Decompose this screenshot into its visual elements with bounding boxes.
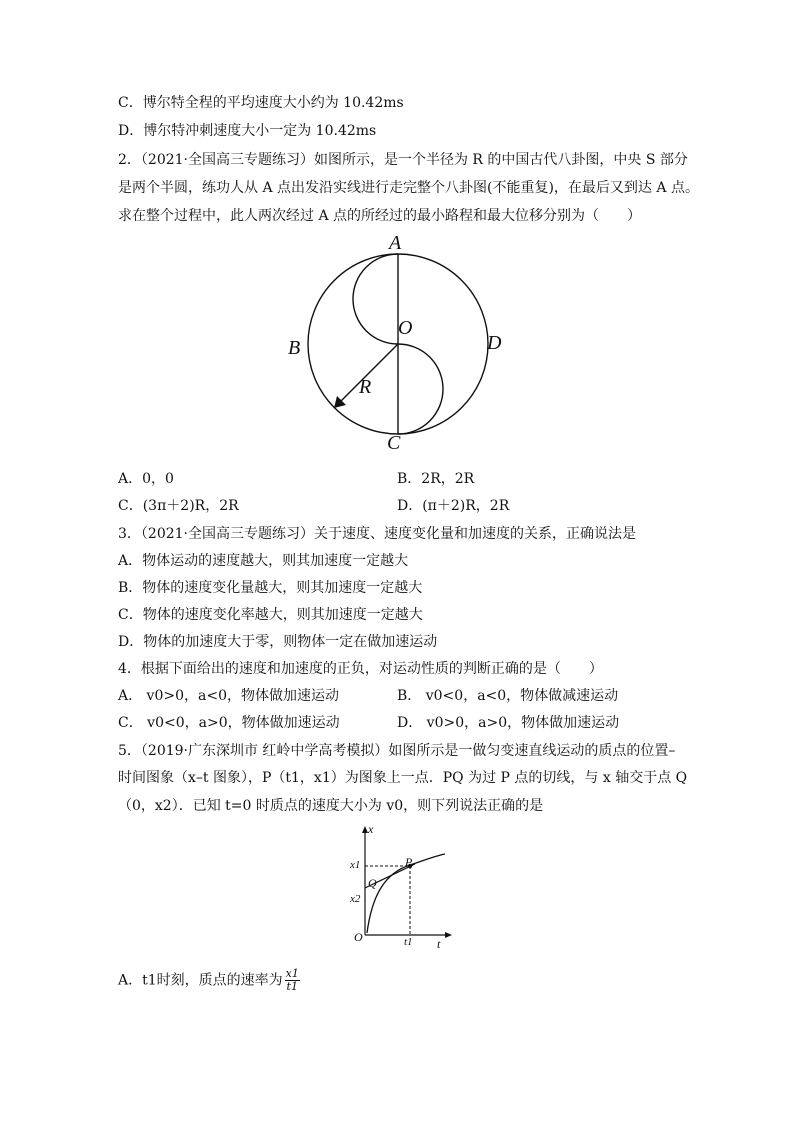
velocity-fraction <box>285 968 300 993</box>
t-axis-arrowhead <box>445 932 452 938</box>
q2-option-d: D．(π＋2)R，2R <box>397 498 510 514</box>
q5-stem-line1: 5．（2019·广东深圳市 红岭中学高考模拟）如图所示是一做匀变速直线运动的质点的位置– <box>118 743 676 759</box>
label-t1: t1 <box>404 936 413 948</box>
q5-option-a <box>118 968 300 993</box>
label-b: B <box>288 337 301 359</box>
q1-option-c: C．博尔特全程的平均速度大小约为 10.42ms <box>118 95 404 111</box>
label-a: A <box>389 232 402 254</box>
label-d: D <box>487 332 502 354</box>
label-q: Q <box>368 876 377 890</box>
q4-stem: 4．根据下面给出的速度和加速度的正负，对运动性质的判断正确的是（ ） <box>118 661 603 677</box>
q5-option-a-text: A．t1时刻，质点的速率为 <box>118 972 283 989</box>
fraction-denominator: t1 <box>286 980 298 993</box>
q2-option-b: B．2R，2R <box>397 471 475 487</box>
q2-option-c: C．(3π＋2)R，2R <box>118 498 239 514</box>
q3-stem: 3．（2021·全国高三专题练习）关于速度、速度变化量和加速度的关系，正确说法是 <box>118 526 636 542</box>
q2-stem-line1: 2．（2021·全国高三专题练习）如图所示，是一个半径为 R 的中国古代八卦图，中央 S 部分 <box>118 152 688 168</box>
label-origin: O <box>354 930 363 944</box>
q3-option-d: D．物体的加速度大于零，则物体一定在做加速运动 <box>118 634 438 650</box>
label-o: O <box>398 317 413 339</box>
q5-stem-line3: （0，x2）．已知 t=0 时质点的速度大小为 v0，则下列说法正确的是 <box>118 798 544 814</box>
label-r: R <box>359 376 372 398</box>
q4-option-b: B． v0<0，a<0，物体做减速运动 <box>397 688 619 704</box>
q4-option-d: D． v0>0，a>0，物体做加速运动 <box>397 715 620 731</box>
q3-option-a: A．物体运动的速度越大，则其加速度一定越大 <box>118 553 409 569</box>
fraction-numerator: x1 <box>285 967 299 980</box>
q4-option-c: C． v0<0，a>0，物体做加速运动 <box>118 715 340 731</box>
q5-stem-line2: 时间图象（x–t 图象），P（t1，x1）为图象上一点．PQ 为过 P 点的切线，与 x 轴交于点 Q <box>118 770 688 786</box>
q1-option-d: D．博尔特冲刺速度大小一定为 10.42ms <box>118 123 377 139</box>
q3-option-c: C．物体的速度变化率越大，则其加速度一定越大 <box>118 607 423 623</box>
label-x1: x1 <box>350 859 361 871</box>
bagua-figure <box>280 232 520 462</box>
q4-option-a: A． v0>0，a<0，物体做加速运动 <box>118 688 339 704</box>
q2-stem-line3: 求在整个过程中，此人两次经过 A 点的所经过的最小路程和最大位移分别为（ ） <box>118 208 642 224</box>
axis-label-t: t <box>437 937 441 951</box>
q2-option-a: A．0，0 <box>118 471 174 487</box>
q2-stem-line2: 是两个半圆，练功人从 A 点出发沿实线进行走完整个八卦图(不能重复)，在最后又到达 A 点。 <box>118 180 699 196</box>
label-x2: x2 <box>350 893 361 905</box>
q3-option-b: B．物体的速度变化量越大，则其加速度一定越大 <box>118 580 423 596</box>
axis-label-x: x <box>368 822 374 836</box>
label-c: C <box>387 432 401 454</box>
label-p: P <box>405 855 413 869</box>
